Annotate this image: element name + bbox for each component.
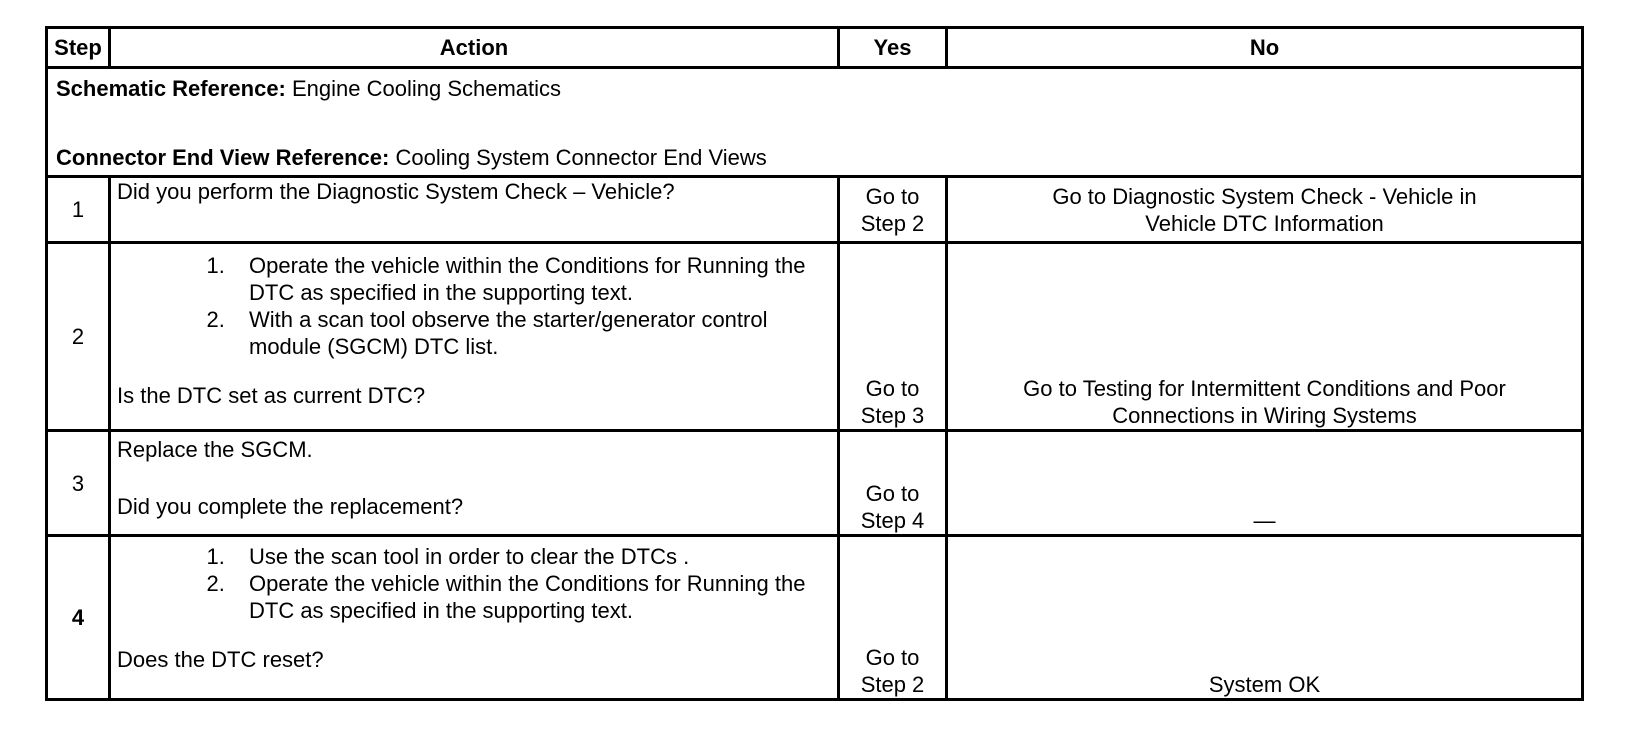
action-question: Does the DTC reset? [117,647,324,672]
connector-reference [56,144,1573,171]
yes-cell[interactable] [839,177,947,243]
header-step: Step [47,28,110,68]
action-list [117,252,831,360]
yes-cell[interactable] [839,536,947,700]
step-number: 2 [47,243,110,431]
no-line-1: Go to Diagnostic System Check - Vehicle in [1052,183,1477,209]
reference-cell [47,68,1583,177]
no-line-2: Vehicle DTC Information [1145,210,1384,236]
action-cell [110,431,839,536]
reference-row [47,68,1583,177]
action-list [117,543,831,624]
step-number: 3 [47,431,110,536]
step-number: 1 [47,177,110,243]
step-number: 4 [47,536,110,700]
yes-line-1: Go to [865,183,920,209]
schematic-reference [56,75,1573,102]
header-yes: Yes [839,28,947,68]
action-cell [110,177,839,243]
step-row [47,177,1583,243]
step-row [47,431,1583,536]
action-question: Is the DTC set as current DTC? [117,383,426,408]
action-item: 1. Operate the vehicle within the Conditions for Running the DTC as specified in the supporting text. [231,252,831,306]
no-line-1: Go to Testing for Intermittent Conditions and Poor [1023,376,1506,401]
schematic-reference-link[interactable]: Engine Cooling Schematics [285,76,562,101]
action-item: 2. With a scan tool observe the starter/generator control module (SGCM) DTC list. [231,306,831,360]
connector-reference-label: Connector End View Reference: [56,145,390,170]
action-cell [110,536,839,700]
no-cell[interactable] [947,177,1583,243]
yes-line-2: Step 3 [860,403,925,428]
header-no: No [947,28,1583,68]
action-text: Replace the SGCM. [117,437,313,462]
no-cell [947,431,1583,536]
no-text: System OK [1208,672,1321,697]
no-line-2: Connections in Wiring Systems [1112,403,1417,428]
yes-line-2: Step 2 [860,210,925,236]
action-cell [110,243,839,431]
connector-reference-link[interactable]: Cooling System Connector End Views [389,145,767,170]
step-row [47,536,1583,700]
action-item: 1. Use the scan tool in order to clear the DTCs . [231,543,831,570]
yes-cell[interactable] [839,243,947,431]
action-text: Did you perform the Diagnostic System Check – Vehicle? [117,179,675,204]
action-question: Did you complete the replacement? [117,494,464,519]
yes-line-1: Go to [865,481,920,506]
yes-line-2: Step 2 [860,672,925,697]
no-cell[interactable] [947,243,1583,431]
diagnostic-table [45,26,1584,701]
header-row [47,28,1583,68]
yes-line-2: Step 4 [860,508,925,533]
step-row [47,243,1583,431]
header-action: Action [110,28,839,68]
no-text: — [1253,508,1276,533]
no-cell [947,536,1583,700]
action-item: 2. Operate the vehicle within the Conditions for Running the DTC as specified in the supporting text. [231,570,831,624]
yes-cell[interactable] [839,431,947,536]
yes-line-1: Go to [865,376,920,401]
yes-line-1: Go to [865,645,920,670]
schematic-reference-label: Schematic Reference: [56,76,286,101]
